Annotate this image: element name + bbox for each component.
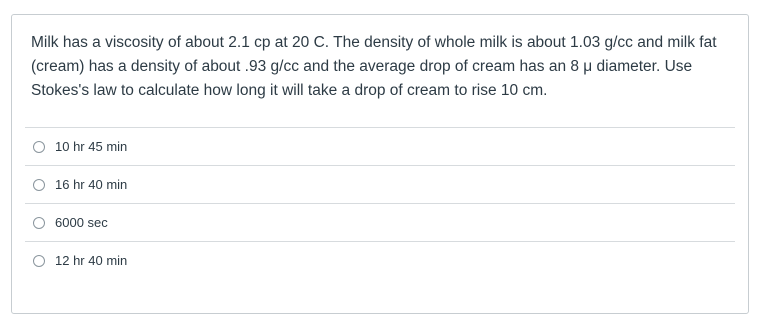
question-card: [11, 14, 749, 314]
answer-option-label: 6000 sec: [55, 214, 108, 230]
answer-option-label: 10 hr 45 min: [55, 138, 128, 154]
answer-option-4[interactable]: [25, 241, 735, 279]
answer-option-2[interactable]: [25, 165, 735, 203]
radio-button[interactable]: [33, 255, 45, 267]
radio-button[interactable]: [33, 179, 45, 191]
answer-option-label: 16 hr 40 min: [55, 176, 128, 192]
answer-option-label: 12 hr 40 min: [55, 252, 128, 268]
radio-button[interactable]: [33, 141, 45, 153]
radio-button[interactable]: [33, 217, 45, 229]
answer-option-1[interactable]: [25, 127, 735, 165]
answer-options: [25, 127, 735, 279]
question-text: Milk has a viscosity of about 2.1 cp at 20 C. The density of whole milk is about 1.03 g/cc and milk fat (cream) has a density of about .93 g/cc and the average drop of cream has an 8 μ diameter. Use Stokes's law to calculate how long it will take a drop of cream to rise 10 cm.: [31, 34, 717, 99]
answer-option-3[interactable]: [25, 203, 735, 241]
